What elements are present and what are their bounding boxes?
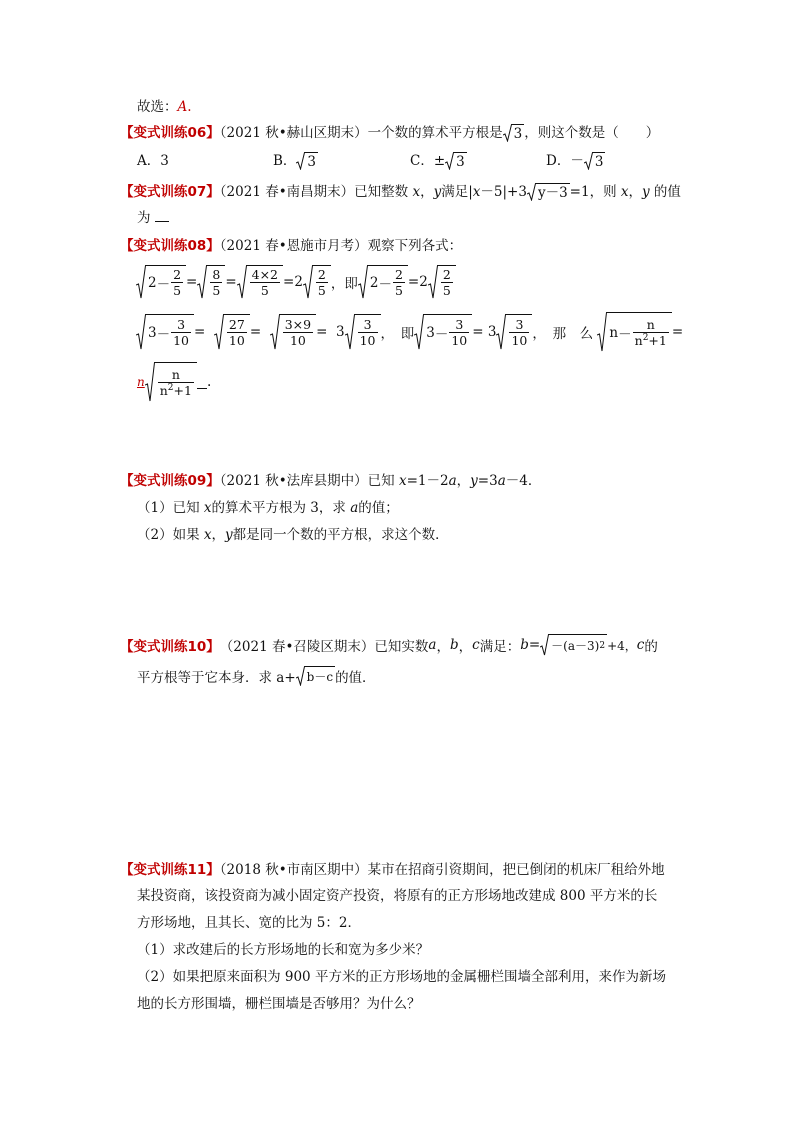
radical: $\frac{3\times 9}{10}$ xyxy=(270,314,316,350)
q06-radicand: 3 xyxy=(513,126,523,142)
answer-suffix: . xyxy=(187,99,192,115)
radical: n － $\frac{n}{n^2+1}$ xyxy=(597,312,671,352)
q09-part2: （2）如果 x，y都是同一个数的平方根，求这个数． xyxy=(137,527,449,543)
radical: 3 － $\frac{3}{10}$ xyxy=(136,314,194,350)
radical: 3 － $\frac{3}{10}$ xyxy=(414,314,472,350)
radical: $\frac{2}{5}$ xyxy=(303,265,331,299)
option-radical xyxy=(445,152,467,171)
option-radicand: 3 xyxy=(307,154,317,170)
q07-stem xyxy=(120,183,681,202)
q07-var-x: x xyxy=(412,184,421,200)
q09-stem: 【变式训练09】（2021 秋•法库县期中）已知 x=1－2a，y=3a－4． xyxy=(120,473,542,489)
option-radicand: 3 xyxy=(594,154,604,170)
q08-text: （2021 春•恩施市月考）观察下列各式： xyxy=(219,238,463,254)
q09-tag: 【变式训练09】 xyxy=(120,473,220,489)
q10-line2: 平方根等于它本身．求 a+ b－c 的值． xyxy=(137,665,376,687)
q07-abs-rest: －5|+3 xyxy=(480,184,527,200)
q07-var-y: y xyxy=(433,184,442,200)
q07-radical xyxy=(527,183,570,202)
q07-text-a: （2021 春•南昌期末）已知整数 xyxy=(219,184,413,200)
q06-option-b xyxy=(273,152,318,171)
option-radical xyxy=(296,152,318,171)
answer-line xyxy=(137,98,192,116)
option-label: A．3 xyxy=(137,153,169,169)
option-label: B． xyxy=(273,153,297,169)
q07-abs-x: x xyxy=(472,184,481,200)
q11-stem-line1: 【变式训练11】（2018 秋•市南区期中）某市在招商引资期间，把已倒闭的机床厂租给外地 xyxy=(120,862,665,878)
q06-option-a xyxy=(137,152,169,170)
answer-blank[interactable] xyxy=(197,376,207,389)
q07-text-d: 的值 xyxy=(649,184,681,200)
radical: $\frac{n}{n^2+1}$ xyxy=(145,362,197,402)
radical: －(a－3) 2 xyxy=(540,634,607,656)
answer-blank[interactable] xyxy=(155,209,169,222)
option-radical xyxy=(584,152,606,171)
q06-text-b: ，则这个数是（ ） xyxy=(524,125,660,141)
radical: $\frac{27}{10}$ xyxy=(214,314,250,350)
answer-prefix: 故选： xyxy=(137,99,178,115)
q06-tag: 【变式训练06】 xyxy=(120,125,220,141)
q07-comma: ， xyxy=(420,184,434,200)
q11-stem-line3: 方形场地，且其长、宽的比为 5：2． xyxy=(137,915,361,931)
q08-row3: n $\frac{n}{n^2+1}$ . xyxy=(137,360,211,404)
radical: 2 － $\frac{2}{5}$ xyxy=(136,265,186,299)
q10-stem: 【变式训练10】 （2021 春•召陵区期末）已知实数 a ， b ， c 满足： b = －(a－3) 2 +4， c 的 xyxy=(120,633,658,657)
q07-var-y2: y xyxy=(642,184,650,200)
q08-tag: 【变式训练08】 xyxy=(120,238,220,254)
q08-stem xyxy=(120,237,462,255)
q07-comma2: ， xyxy=(628,184,642,200)
radical: $\frac{3}{10}$ xyxy=(345,314,381,350)
q07-radicand: y－3 xyxy=(537,185,568,201)
q09-part1: （1）已知 x的算术平方根为 3，求 a的值； xyxy=(137,500,399,516)
q11-stem-line2: 某投资商，该投资商为减小固定资产投资，将原有的正方形场地改建成 800 平方米的长 xyxy=(137,888,658,904)
option-label: C．± xyxy=(410,153,446,169)
q07-text-c: =1，则 xyxy=(569,184,621,200)
option-label: D．－ xyxy=(546,153,584,169)
option-radicand: 3 xyxy=(456,154,465,170)
q07-line2-text: 为 xyxy=(137,210,151,226)
q06-radical xyxy=(503,124,525,143)
radical: $\frac{3}{10}$ xyxy=(496,314,532,350)
q11-part1: （1）求改建后的长方形场地的长和宽为多少米？ xyxy=(137,942,430,958)
q06-option-c xyxy=(410,152,467,171)
answer-choice: A xyxy=(177,99,188,115)
q07-tag: 【变式训练07】 xyxy=(120,184,220,200)
q11-part2-line2: 地的长方形围墙，栅栏围墙是否够用？为什么？ xyxy=(137,996,421,1012)
q06-option-d xyxy=(546,152,605,171)
q11-tag: 【变式训练11】 xyxy=(120,862,220,878)
q10-tag: 【变式训练10】 xyxy=(120,639,220,655)
q07-var-x2: x xyxy=(620,184,629,200)
radical: 2 － $\frac{2}{5}$ xyxy=(358,265,408,299)
q08-row1: 2 － $\frac{2}{5}$ = $\frac{8}{5}$ = $\frac{4\times 2}{5}$ = 2 $\frac{2}{5}$ ，即 2 － $\frac{2}{5}$ = 2 $\frac{2}{5}$ xyxy=(136,264,456,300)
q06-text-a: （2021 秋•赫山区期末）一个数的算术平方根是 xyxy=(219,125,503,141)
radical: $\frac{8}{5}$ xyxy=(197,265,225,299)
q11-part2-line1: （2）如果把原来面积为 900 平方米的正方形场地的金属栅栏围墙全部利用，来作为新场 xyxy=(137,969,666,985)
radical: b－c xyxy=(296,666,335,686)
q06-stem xyxy=(120,124,659,143)
q08-row2: 3 － $\frac{3}{10}$ = $\frac{27}{10}$ = $\frac{3\times 9}{10}$ = 3 $\frac{3}{10}$ ， 即 3 － $\frac{3}{10}$ = 3 $\frac{3}{10}$ ， 那 么 n － $\frac{n}{n^2+1}$ = xyxy=(136,310,683,354)
q07-text-b: 满足| xyxy=(441,184,473,200)
q07-line2 xyxy=(137,209,169,227)
radical: $\frac{4\times 2}{5}$ xyxy=(237,265,283,299)
radical: $\frac{2}{5}$ xyxy=(428,265,456,299)
